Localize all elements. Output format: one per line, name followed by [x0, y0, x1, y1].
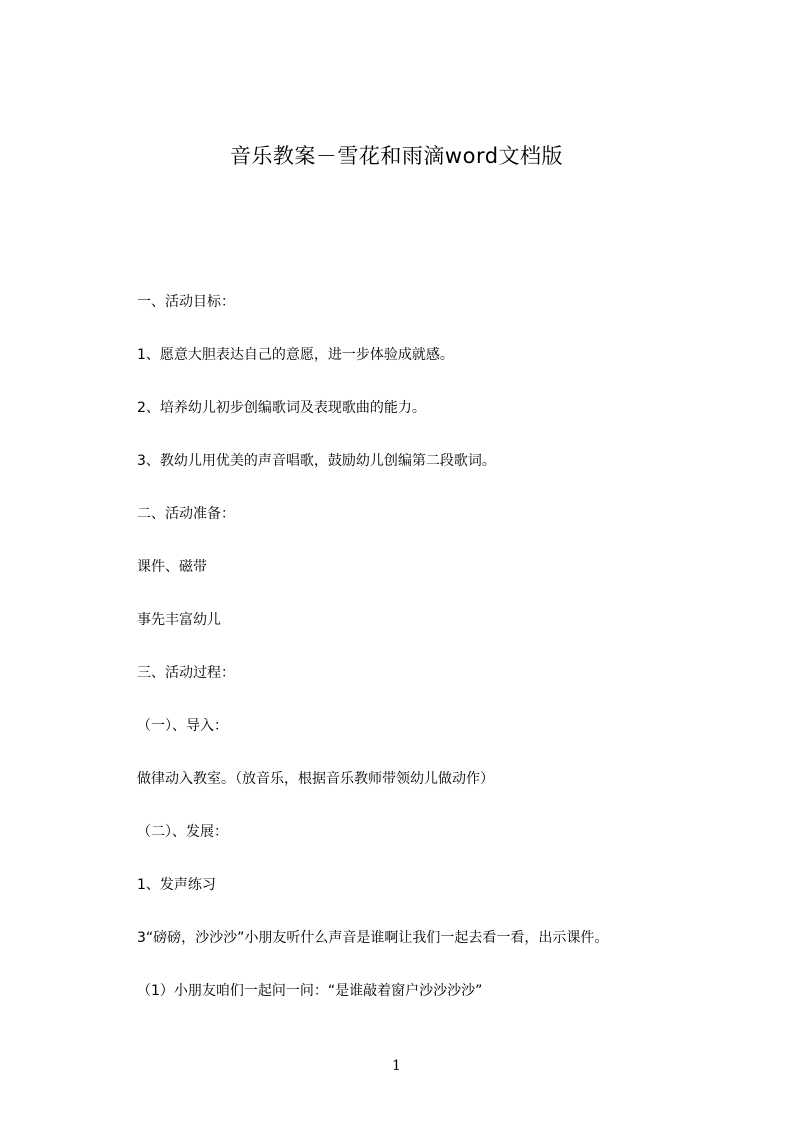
- subsection-heading-development: （二）、发展：: [137, 824, 228, 840]
- paragraph: 做律动入教室。（放音乐，根据音乐教师带领幼儿做动作）: [137, 771, 494, 787]
- section-heading-process: 三、活动过程：: [137, 665, 235, 681]
- section-heading-preparation: 二、活动准备：: [137, 506, 235, 522]
- paragraph: 3、教幼儿用优美的声音唱歌，鼓励幼儿创编第二段歌词。: [137, 453, 496, 469]
- paragraph: 事先丰富幼儿: [137, 612, 221, 628]
- paragraph: （1）小朋友咱们一起问一问：“是谁敲着窗户沙沙沙沙”: [137, 983, 483, 999]
- paragraph: 2、培养幼儿初步创编歌词及表现歌曲的能力。: [137, 400, 426, 416]
- document-title: 音乐教案－雪花和雨滴word文档版: [229, 144, 564, 168]
- paragraph: 1、发声练习: [137, 877, 216, 893]
- subsection-heading-intro: （一）、导入：: [137, 718, 228, 734]
- paragraph: 3“磅磅，沙沙沙”小朋友听什么声音是谁啊让我们一起去看一看，出示课件。: [137, 930, 609, 946]
- paragraph: 1、愿意大胆表达自己的意愿，进一步体验成就感。: [137, 347, 454, 363]
- page-number: 1: [392, 1058, 401, 1074]
- paragraph: 课件、磁带: [137, 559, 207, 575]
- section-heading-goals: 一、活动目标：: [137, 294, 235, 310]
